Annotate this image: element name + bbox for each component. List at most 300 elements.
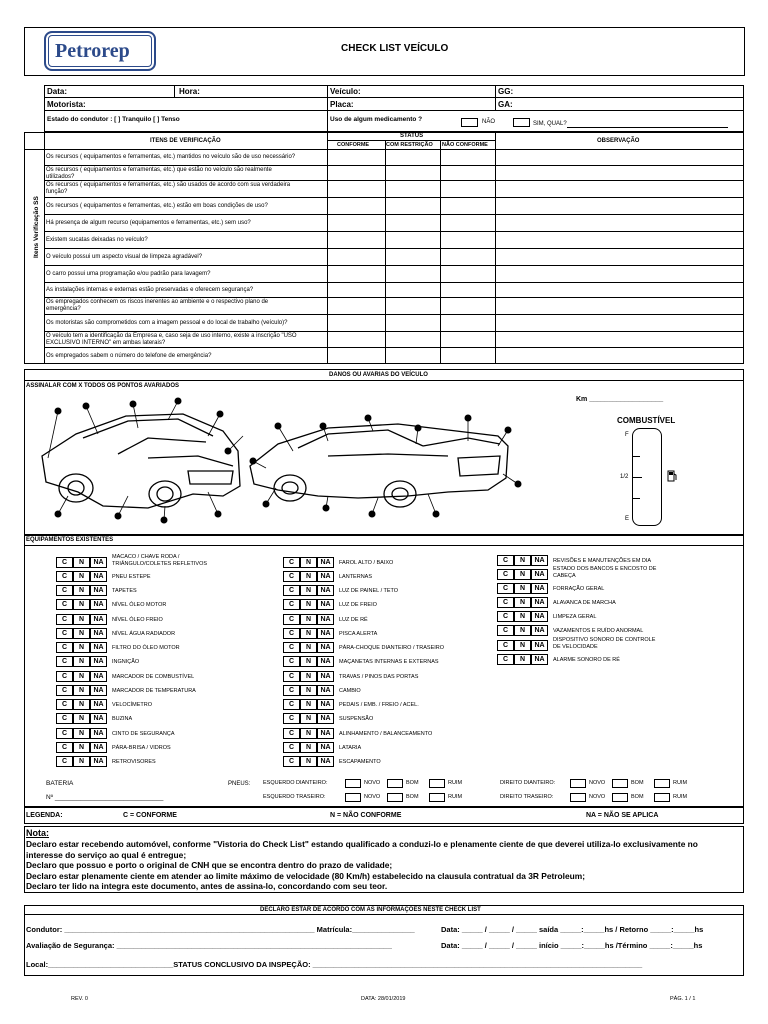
n-option[interactable]: N [300, 585, 317, 596]
ruim-checkbox[interactable] [429, 779, 445, 788]
na-option[interactable]: NA [317, 614, 334, 625]
c-option[interactable]: C [56, 599, 73, 610]
cell-restricao[interactable] [385, 282, 440, 297]
verification-item: O veículo possui um aspecto visual de limpeza agradável? [46, 253, 203, 260]
na-option[interactable]: NA [317, 599, 334, 610]
na-option[interactable]: NA [317, 671, 334, 682]
cell-nao-conforme[interactable] [440, 248, 495, 265]
car-damage-diagram[interactable] [28, 396, 588, 524]
n-option[interactable]: N [514, 555, 531, 566]
motorista-label: Motorista: [47, 100, 86, 109]
col-status-header: STATUS [400, 133, 424, 139]
na-option[interactable]: NA [531, 555, 548, 566]
na-option[interactable]: NA [531, 625, 548, 636]
n-option[interactable]: N [73, 756, 90, 767]
equipment-item-label: PEDAIS / EMB. / FREIO / ACEL. [339, 702, 419, 708]
bom-checkbox[interactable] [612, 793, 628, 802]
c-option[interactable]: C [283, 713, 300, 724]
danos-title: DANOS OU AVARIAS DO VEÍCULO [329, 372, 428, 378]
na-option[interactable]: NA [90, 756, 107, 767]
na-option[interactable]: NA [531, 569, 548, 580]
footer-date: DATA: 28/01/2019 [361, 996, 406, 1002]
cell-obs[interactable] [495, 149, 744, 165]
na-option[interactable]: NA [90, 585, 107, 596]
equipment-item-label: LIMPEZA GERAL [553, 614, 597, 620]
equipment-item-label: LUZ DE PAINEL / TETO [339, 588, 399, 594]
equipment-item-label: INGNIÇÃO [112, 659, 140, 665]
equipment-item-label: DISPOSITIVO SONORO DE CONTROLE DE VELOCIDADE [553, 637, 656, 650]
n-option[interactable]: N [514, 583, 531, 594]
equipment-item-label: FILTRO DO ÓLEO MOTOR [112, 645, 180, 651]
c-option[interactable]: C [283, 599, 300, 610]
cell-obs[interactable] [495, 214, 744, 231]
ruim-checkbox[interactable] [654, 779, 670, 788]
c-option[interactable]: C [283, 699, 300, 710]
equipment-item-label: ESCAPAMENTO [339, 759, 381, 765]
cell-obs[interactable] [495, 331, 744, 347]
note-line: Declaro que possuo e porto o original de CNH que se encontra dentro do prazo de validade; [26, 860, 393, 870]
c-option[interactable]: C [283, 742, 300, 753]
cell-nao-conforme[interactable] [440, 265, 495, 282]
ruim-label: RUIM [448, 780, 463, 786]
bom-label: BOM [406, 794, 419, 800]
col-nao-conforme-header: NÃO CONFORME [442, 142, 488, 148]
bom-checkbox[interactable] [612, 779, 628, 788]
verification-item: Os recursos ( equipamentos e ferramentas, etc.) são usados de acordo com sua verdadeira função? [46, 182, 291, 195]
n-option[interactable]: N [73, 699, 90, 710]
equipment-item-label: LATARIA [339, 745, 362, 751]
footer-page: PÁG. 1 / 1 [670, 996, 696, 1002]
data-saida-field[interactable]: Data: _____ / _____ / _____ saída _____:_____hs / Retorno _____:_____hs [441, 925, 704, 934]
nao-checkbox[interactable] [461, 118, 478, 127]
c-option[interactable]: C [56, 656, 73, 667]
n-option[interactable]: N [300, 685, 317, 696]
n-option[interactable]: N [73, 728, 90, 739]
cell-obs[interactable] [495, 282, 744, 297]
equipment-item-label: LANTERNAS [339, 574, 373, 580]
c-option[interactable]: C [283, 585, 300, 596]
c-option[interactable]: C [56, 671, 73, 682]
c-option[interactable]: C [497, 611, 514, 622]
c-option[interactable]: C [283, 671, 300, 682]
equipment-item-label: ESTADO DOS BANCOS E ENCOSTO DE CABEÇA [553, 566, 657, 579]
direito-traseiro-label: DIREITO TRASEIRO: [500, 794, 554, 800]
cell-restricao[interactable] [385, 180, 440, 197]
c-option[interactable]: C [283, 642, 300, 653]
local-status-field[interactable]: Local:______________________________STATUS CONCLUSIVO DA INSPEÇÃO: _______________________________________________________________________________ [26, 960, 643, 969]
ruim-checkbox[interactable] [429, 793, 445, 802]
placa-label: Placa: [330, 100, 354, 109]
verification-item: Existem sucatas deixadas no veículo? [46, 236, 148, 243]
equipment-item-label: MAÇANETAS INTERNAS E EXTERNAS [339, 659, 439, 665]
n-option[interactable]: N [300, 628, 317, 639]
n-option[interactable]: N [73, 628, 90, 639]
combustivel-label: COMBUSTÍVEL [617, 416, 676, 425]
cell-nao-conforme[interactable] [440, 331, 495, 347]
cell-obs[interactable] [495, 165, 744, 180]
n-option[interactable]: N [73, 656, 90, 667]
n-option[interactable]: N [300, 713, 317, 724]
c-option[interactable]: C [56, 728, 73, 739]
side-label: Itens Verificação SS [33, 196, 40, 258]
na-option[interactable]: NA [317, 571, 334, 582]
equipment-item-label: CINTO DE SEGURANÇA [112, 731, 175, 737]
n-option[interactable]: N [300, 571, 317, 582]
bateria-numero[interactable]: Nº ______________________________ [46, 794, 164, 801]
cell-conforme[interactable] [327, 282, 385, 297]
legend-n: N = NÃO CONFORME [330, 812, 402, 819]
sign-title: DECLARO ESTAR DE ACORDO COM AS INFORMAÇÕES NESTE CHECK LIST [260, 907, 481, 913]
ruim-checkbox[interactable] [654, 793, 670, 802]
note-line: interesse do serviço ao qual é entregue; [26, 849, 187, 860]
veiculo-label: Veículo: [330, 87, 361, 96]
verification-item: Os recursos ( equipamentos e ferramentas, etc.) mantidos no veículo são de uso necessário? [46, 154, 296, 160]
cell-conforme[interactable] [327, 331, 385, 347]
sim-checkbox[interactable] [513, 118, 530, 127]
c-option[interactable]: C [283, 656, 300, 667]
bom-checkbox[interactable] [387, 793, 403, 802]
nao-label: NÃO [482, 119, 496, 125]
na-option[interactable]: NA [90, 571, 107, 582]
verification-item: O carro possui uma programação e/ou padrão para lavagem? [46, 270, 211, 277]
cell-conforme[interactable] [327, 314, 385, 331]
na-option[interactable]: NA [317, 685, 334, 696]
na-option[interactable]: NA [90, 557, 107, 568]
c-option[interactable]: C [497, 569, 514, 580]
novo-label: NOVO [589, 780, 606, 786]
c-option[interactable]: C [497, 640, 514, 651]
cell-conforme[interactable] [327, 297, 385, 314]
n-option[interactable]: N [300, 699, 317, 710]
footer-rev: REV. 0 [71, 996, 88, 1002]
verification-item: Os recursos ( equipamentos e ferramentas, etc.) que estão no veículo são realmente utilizados? [46, 167, 272, 180]
cell-restricao[interactable] [385, 314, 440, 331]
c-option[interactable]: C [283, 571, 300, 582]
bateria-label: BATERIA [46, 780, 74, 787]
hora-label: Hora: [179, 87, 200, 96]
cell-nao-conforme[interactable] [440, 231, 495, 248]
n-option[interactable]: N [300, 599, 317, 610]
c-option[interactable]: C [497, 597, 514, 608]
equipment-item-label: ALARME SONORO DE RÉ [553, 657, 620, 663]
novo-label: NOVO [364, 794, 381, 800]
col-obs-header: OBSERVAÇÃO [597, 138, 640, 144]
info-box [44, 85, 744, 132]
equipment-item-label: VELOCÍMETRO [112, 702, 153, 708]
na-option[interactable]: NA [317, 642, 334, 653]
cell-obs[interactable] [495, 297, 744, 314]
verification-item: Há presença de algum recurso (equipamentos e ferramentas, etc.) sem uso? [46, 219, 251, 226]
n-option[interactable]: N [300, 728, 317, 739]
equip-title: EQUIPAMENTOS EXISTENTES [26, 537, 114, 543]
esquerdo-dianteiro-label: ESQUERDO DIANTEIRO: [263, 780, 328, 786]
equipment-item-label: LUZ DE FREIO [339, 602, 377, 608]
n-option[interactable]: N [300, 756, 317, 767]
cell-restricao[interactable] [385, 231, 440, 248]
cell-nao-conforme[interactable] [440, 165, 495, 180]
na-option[interactable]: NA [531, 583, 548, 594]
c-option[interactable]: C [56, 713, 73, 724]
equipment-item-label: FORRAÇÃO GERAL [553, 586, 605, 592]
na-option[interactable]: NA [90, 713, 107, 724]
cell-obs[interactable] [495, 197, 744, 214]
na-option[interactable]: NA [90, 671, 107, 682]
cell-restricao[interactable] [385, 265, 440, 282]
cell-obs[interactable] [495, 265, 744, 282]
novo-checkbox[interactable] [570, 779, 586, 788]
c-option[interactable]: C [283, 685, 300, 696]
medicamento-label: Uso de algum medicamento ? [330, 116, 423, 123]
n-option[interactable]: N [73, 713, 90, 724]
sim-label: SIM, QUAL? [533, 121, 567, 127]
c-option[interactable]: C [283, 557, 300, 568]
cell-conforme[interactable] [327, 180, 385, 197]
equipment-item-label: ALINHAMENTO / BALANCEAMENTO [339, 731, 433, 737]
na-option[interactable]: NA [317, 628, 334, 639]
col-items-header: ITENS DE VERIFICAÇÃO [150, 138, 221, 144]
bom-label: BOM [631, 780, 644, 786]
n-option[interactable]: N [73, 742, 90, 753]
c-option[interactable]: C [497, 555, 514, 566]
cell-restricao[interactable] [385, 214, 440, 231]
cell-restricao[interactable] [385, 248, 440, 265]
na-option[interactable]: NA [531, 597, 548, 608]
cell-conforme[interactable] [327, 149, 385, 165]
n-option[interactable]: N [73, 642, 90, 653]
n-option[interactable]: N [514, 569, 531, 580]
c-option[interactable]: C [497, 625, 514, 636]
equipment-item-label: ALAVANCA DE MARCHA [553, 600, 616, 606]
na-option[interactable]: NA [90, 656, 107, 667]
na-option[interactable]: NA [90, 642, 107, 653]
na-option[interactable]: NA [317, 756, 334, 767]
equipment-item-label: NÍVEL ÓLEO MOTOR [112, 602, 167, 608]
na-option[interactable]: NA [531, 654, 548, 665]
novo-checkbox[interactable] [345, 793, 361, 802]
n-option[interactable]: N [300, 742, 317, 753]
novo-checkbox[interactable] [345, 779, 361, 788]
estado-condutor[interactable]: Estado do condutor : [ ] Tranquilo [ ] Tenso [47, 116, 180, 123]
na-option[interactable]: NA [317, 728, 334, 739]
c-option[interactable]: C [56, 699, 73, 710]
verification-item: O veículo tem a identificação da Empresa e, caso seja de uso interno, existe a inscrição "USO EXCLUSIVO INTERNO" em ambas laterais? [46, 333, 297, 346]
cell-obs[interactable] [495, 347, 744, 364]
ruim-label: RUIM [448, 794, 463, 800]
equipment-item-label: LUZ DE RÉ [339, 617, 368, 623]
cell-conforme[interactable] [327, 197, 385, 214]
fuel-e-label: E [625, 516, 630, 522]
pneus-label: PNEUS: [228, 781, 251, 787]
note-title: Nota: [26, 828, 49, 838]
na-option[interactable]: NA [90, 699, 107, 710]
fuel-half-label: 1/2 [620, 474, 629, 480]
equipment-item-label: PISCA ALERTA [339, 631, 378, 637]
c-option[interactable]: C [56, 756, 73, 767]
cell-obs[interactable] [495, 248, 744, 265]
page-title: CHECK LIST VEÍCULO [341, 43, 449, 54]
cell-nao-conforme[interactable] [440, 297, 495, 314]
cell-restricao[interactable] [385, 197, 440, 214]
cell-nao-conforme[interactable] [440, 197, 495, 214]
c-option[interactable]: C [283, 756, 300, 767]
cell-restricao[interactable] [385, 347, 440, 364]
cell-conforme[interactable] [327, 165, 385, 180]
bom-label: BOM [406, 780, 419, 786]
fuel-pump-icon [667, 470, 677, 482]
cell-nao-conforme[interactable] [440, 314, 495, 331]
na-option[interactable]: NA [317, 557, 334, 568]
n-option[interactable]: N [300, 642, 317, 653]
bom-checkbox[interactable] [387, 779, 403, 788]
col-conforme-header: CONFORME [337, 142, 370, 148]
n-option[interactable]: N [73, 571, 90, 582]
cell-conforme[interactable] [327, 265, 385, 282]
cell-nao-conforme[interactable] [440, 214, 495, 231]
cell-obs[interactable] [495, 314, 744, 331]
c-option[interactable]: C [56, 557, 73, 568]
cell-restricao[interactable] [385, 149, 440, 165]
n-option[interactable]: N [73, 614, 90, 625]
data-inicio-field[interactable]: Data: _____ / _____ / _____ início _____:_____hs /Término _____:_____hs [441, 941, 703, 950]
n-option[interactable]: N [514, 640, 531, 651]
novo-checkbox[interactable] [570, 793, 586, 802]
novo-label: NOVO [589, 794, 606, 800]
logo-text: Petrorep [55, 40, 130, 62]
n-option[interactable]: N [73, 671, 90, 682]
cell-conforme[interactable] [327, 248, 385, 265]
equipment-item-label: MARCADOR DE COMBUSTÍVEL [112, 674, 195, 680]
na-option[interactable]: NA [90, 614, 107, 625]
verification-item: Os empregados conhecem os riscos inerentes ao ambiente e o respectivo plano de emergência? [46, 299, 269, 312]
cell-nao-conforme[interactable] [440, 282, 495, 297]
na-option[interactable]: NA [90, 685, 107, 696]
equipment-item-label: SUSPENSÃO [339, 716, 374, 722]
equipment-item-label: PNEU ESTEPE [112, 574, 151, 580]
na-option[interactable]: NA [90, 599, 107, 610]
data-label: Data: [47, 87, 68, 96]
n-option[interactable]: N [73, 557, 90, 568]
cell-restricao[interactable] [385, 165, 440, 180]
ga-label: GA: [498, 100, 513, 109]
c-option[interactable]: C [497, 654, 514, 665]
n-option[interactable]: N [300, 671, 317, 682]
gg-label: GG: [498, 87, 514, 96]
equipment-item-label: RETROVISORES [112, 759, 156, 765]
n-option[interactable]: N [514, 625, 531, 636]
c-option[interactable]: C [283, 728, 300, 739]
n-option[interactable]: N [73, 599, 90, 610]
verification-item: Os recursos ( equipamentos e ferramentas, etc.) estão em boas condições de uso? [46, 202, 268, 209]
cell-nao-conforme[interactable] [440, 347, 495, 364]
equipment-item-label: REVISÕES E MANUTENÇÕES EM DIA [553, 558, 652, 564]
condutor-field[interactable]: Condutor: ____________________________________________________________ Matrícula:_______________ [26, 925, 415, 934]
na-option[interactable]: NA [531, 611, 548, 622]
verification-item: Os motoristas são comprometidos com a imagem pessoal e do local de trabalho (veículo)? [46, 319, 288, 326]
c-option[interactable]: C [56, 614, 73, 625]
note-line: Declaro ter lido na integra este documento, antes de assina-lo, concordando com seu teor. [26, 881, 388, 891]
na-option[interactable]: NA [90, 628, 107, 639]
equipment-item-label: NÍVEL ÓLEO FREIO [112, 617, 163, 623]
cell-restricao[interactable] [385, 297, 440, 314]
equipment-item-label: TAPETES [112, 588, 137, 594]
verification-item: As instalações internas e externas estão preservadas e oferecem segurança? [46, 286, 254, 293]
c-option[interactable]: C [56, 685, 73, 696]
col-restricao-header: COM RESTRIÇÃO [386, 142, 433, 148]
equipment-item-label: VAZAMENTOS E RUÍDO ANORMAL [553, 628, 644, 634]
cell-conforme[interactable] [327, 347, 385, 364]
cell-nao-conforme[interactable] [440, 149, 495, 165]
cell-nao-conforme[interactable] [440, 180, 495, 197]
na-option[interactable]: NA [317, 656, 334, 667]
equipment-item-label: PÁRA-BRISA / VIDROS [112, 745, 171, 751]
c-option[interactable]: C [56, 628, 73, 639]
equipment-item-label: FAROL ALTO / BAIXO [339, 560, 394, 566]
fuel-f-label: F [625, 432, 629, 438]
n-option[interactable]: N [73, 585, 90, 596]
note-line: Declaro estar recebendo automóvel, conforme "Vistoria do Check List" estando qualificado a conduzi-lo e plenamente ciente de que deverei utiliza-lo exclusivamente no [26, 839, 698, 849]
equipment-item-label: NÍVEL ÁGUA RADIADOR [112, 631, 176, 637]
na-option[interactable]: NA [317, 585, 334, 596]
avaliacao-field[interactable]: Avaliação de Segurança: __________________________________________________________________ [26, 941, 392, 950]
n-option[interactable]: N [514, 654, 531, 665]
km-field[interactable]: Km ___________________ [576, 396, 664, 403]
legend-label: LEGENDA: [26, 812, 63, 819]
danos-instruction: ASSINALAR COM X TODOS OS PONTOS AVARIADOS [26, 383, 180, 389]
na-option[interactable]: NA [90, 728, 107, 739]
novo-label: NOVO [364, 780, 381, 786]
equipment-item-label: TRAVAS / PINOS DAS PORTAS [339, 674, 419, 680]
c-option[interactable]: C [56, 571, 73, 582]
equipment-item-label: CAMBIO [339, 688, 361, 694]
n-option[interactable]: N [514, 611, 531, 622]
equipment-item-label: BUZINA [112, 716, 133, 722]
c-option[interactable]: C [283, 628, 300, 639]
cell-obs[interactable] [495, 231, 744, 248]
na-option[interactable]: NA [317, 713, 334, 724]
n-option[interactable]: N [73, 685, 90, 696]
note-line: Declaro estar plenamente ciente em atender ao limite máximo de velocidade (80 Km/h) estabelecido na clausula contratual da 3R Petroleum; [26, 870, 585, 881]
n-option[interactable]: N [300, 557, 317, 568]
cell-conforme[interactable] [327, 214, 385, 231]
cell-conforme[interactable] [327, 231, 385, 248]
n-option[interactable]: N [300, 614, 317, 625]
c-option[interactable]: C [56, 742, 73, 753]
c-option[interactable]: C [283, 614, 300, 625]
equipment-item-label: MACACO / CHAVE RODA / TRIÂNGULO/COLETES REFLETIVOS [112, 554, 208, 567]
n-option[interactable]: N [300, 656, 317, 667]
equipment-item-label: PÁRA-CHOQUE DIANTEIRO / TRASEIRO [339, 645, 445, 651]
legend-na: NA = NÃO SE APLICA [586, 812, 659, 819]
ruim-label: RUIM [673, 780, 688, 786]
na-option[interactable]: NA [317, 742, 334, 753]
equipment-item-label: MARCADOR DE TEMPERATURA [112, 688, 196, 694]
cell-obs[interactable] [495, 180, 744, 197]
legend-c: C = CONFORME [123, 812, 177, 819]
bom-label: BOM [631, 794, 644, 800]
na-option[interactable]: NA [531, 640, 548, 651]
ruim-label: RUIM [673, 794, 688, 800]
direito-dianteiro-label: DIREITO DIANTEIRO: [500, 780, 556, 786]
c-option[interactable]: C [56, 585, 73, 596]
cell-restricao[interactable] [385, 331, 440, 347]
n-option[interactable]: N [514, 597, 531, 608]
verification-item: Os empregados sabem o número do telefone de emergência? [46, 352, 212, 359]
na-option[interactable]: NA [317, 699, 334, 710]
esquerdo-traseiro-label: ESQUERDO TRASEIRO: [263, 794, 326, 800]
c-option[interactable]: C [56, 642, 73, 653]
c-option[interactable]: C [497, 583, 514, 594]
na-option[interactable]: NA [90, 742, 107, 753]
